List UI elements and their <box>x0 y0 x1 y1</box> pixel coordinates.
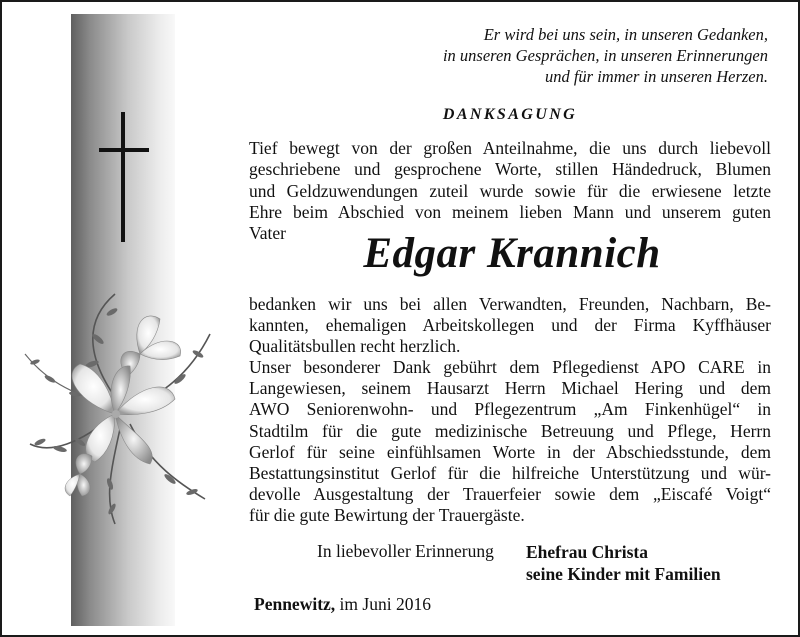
paragraph-line: bedanken wir uns bei allen Verwandten, Freunden, Nachbarn, Be- <box>249 294 771 314</box>
paragraph-line: Gerlof für seine einfühlsamen Worte in der Abschiedsstunde, dem <box>249 441 771 462</box>
paragraph-line: Unser besonderer Dank gebührt dem Pflegedienst APO CARE in <box>249 357 771 378</box>
paragraph-line: Stadtilm für die gute medizinische Betreuung und Pflege, Herrn <box>249 420 771 441</box>
paragraph-line: Ehre beim Abschied von meinem lieben Mann und unserem guten <box>249 201 771 222</box>
paragraph-line: Langewiesen, seinem Hausarzt Herrn Michael Hering und dem <box>249 378 771 399</box>
paragraph-line: Vater <box>249 223 286 244</box>
signature-line: Ehefrau Christa <box>526 542 649 562</box>
paragraph-line: Tief bewegt von der großen Anteilnahme, die uns durch liebevoll <box>249 138 771 158</box>
place-date-text: im Juni 2016 <box>339 594 431 614</box>
motto-line: und für immer in unseren Herzen. <box>544 67 768 86</box>
signature-intro: In liebevoller Erinnerung <box>317 541 494 561</box>
paragraph-line: Bestattungsinstitut Gerlof für die hilfreiche Unterstützung und wür- <box>249 462 771 483</box>
paragraph-line: kannten, ehemaligen Arbeitskollegen und der Firma Kyffhäuser <box>249 315 771 336</box>
cross-icon <box>94 112 154 244</box>
paragraph-line: und Geldzuwendungen zuteil wurde sowie für die erwiesene letzte <box>249 180 771 201</box>
lily-bouquet-image <box>20 284 220 529</box>
paragraph-line: devolle Ausgestaltung der Trauerfeier sowie dem „Eiscafé Voigt“ <box>249 483 771 504</box>
motto-line: Er wird bei uns sein, in unseren Gedanken, <box>483 25 768 44</box>
paragraph-line: für die gute Bewirtung der Trauergäste. <box>249 504 525 525</box>
signature-line: seine Kinder mit Familien <box>526 564 721 584</box>
deceased-name: Edgar Krannich <box>363 230 661 277</box>
place-town: Pennewitz, <box>254 594 336 614</box>
paragraph-line: AWO Seniorenwohn- und Pflegezentrum „Am Finkenhügel“ in <box>249 399 771 420</box>
motto-line: in unseren Gesprächen, in unseren Erinnerungen <box>442 46 768 65</box>
heading-danksagung: DANKSAGUNG <box>442 106 578 123</box>
paragraph-line: geschriebene und gesprochene Worte, stillen Händedruck, Blumen <box>249 159 771 180</box>
paragraph-line: Qualitätsbullen recht herzlich. <box>249 336 461 357</box>
motto-verse <box>348 24 768 87</box>
signature-names <box>526 541 721 585</box>
thanks-body-paragraph <box>249 294 771 526</box>
place-date <box>254 594 431 615</box>
